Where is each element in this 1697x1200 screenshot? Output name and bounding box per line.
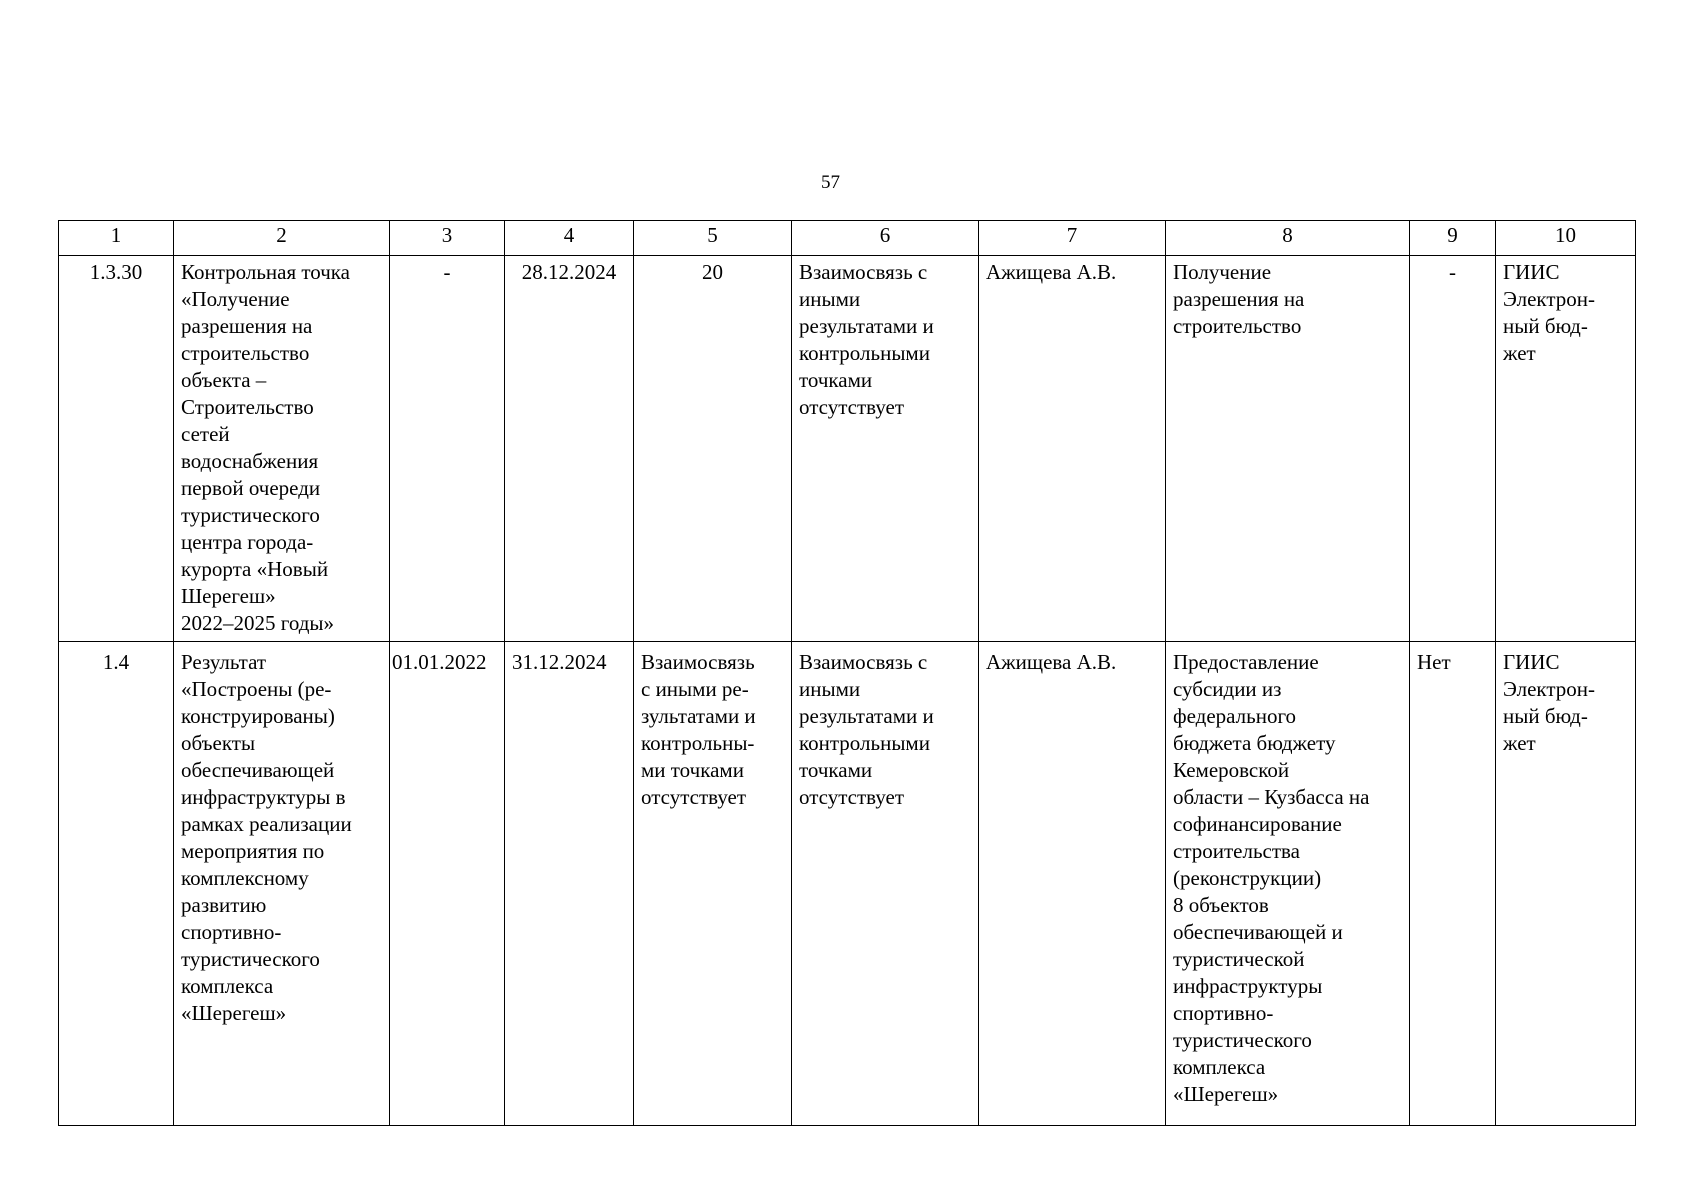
successor-cell	[792, 256, 979, 642]
start-date-cell	[390, 642, 505, 1126]
start-date-cell	[390, 256, 505, 642]
table-header-row	[59, 221, 1636, 256]
predecessor: Взаимосвязь с иными ре- зультатами и контрольны- ми точками отсутствует	[641, 650, 756, 809]
predecessor-cell	[634, 642, 792, 1126]
successor: Взаимосвязь с иными результатами и контрольными точками отсутствует	[799, 650, 934, 809]
result-type: Предоставление субсидии из федерального бюджета бюджету Кемеровской области – Кузбасса на софинансирование строительства (реконструкции) 8 объектов обеспечивающей и туристической инфраструктуры спортивно- туристического комплекса «Шерегеш»	[1173, 650, 1370, 1106]
table-row	[59, 642, 1636, 1126]
row-number-cell	[59, 256, 174, 642]
row-number: 1.4	[102, 650, 130, 674]
predecessor: 20	[702, 260, 723, 284]
flag: -	[1449, 260, 1456, 284]
name-cell	[174, 256, 390, 642]
predecessor-cell	[634, 256, 792, 642]
end-date: 31.12.2024	[512, 650, 607, 674]
name-cell	[174, 642, 390, 1126]
result-type-cell	[1166, 642, 1410, 1126]
responsible: Ажищева А.В.	[986, 650, 1117, 674]
page-number: 57	[821, 172, 840, 193]
item-name: Результат «Построены (ре- конструированы) объекты обеспечивающей инфраструктуры в рамках реализации мероприятия по комплексному развитию спортивно- туристического комплекса «Шерегеш»	[181, 650, 352, 1025]
flag-cell	[1410, 642, 1496, 1126]
responsible-cell	[979, 256, 1166, 642]
result-type-cell	[1166, 256, 1410, 642]
info-system: ГИИС Электрон- ный бюд- жет	[1503, 650, 1595, 755]
flag-cell	[1410, 256, 1496, 642]
header-cell: 1	[59, 221, 174, 256]
header-cell: 3	[390, 221, 505, 256]
header-cell: 6	[792, 221, 979, 256]
successor-cell	[792, 642, 979, 1126]
end-date-cell	[505, 642, 634, 1126]
info-system-cell	[1496, 256, 1636, 642]
header-cell: 8	[1166, 221, 1410, 256]
start-date: 01.01.2022	[392, 650, 487, 674]
row-number: 1.3.30	[89, 260, 143, 284]
end-date: 28.12.2024	[521, 260, 617, 284]
end-date-cell	[505, 256, 634, 642]
result-type: Получение разрешения на строительство	[1173, 260, 1305, 338]
header-cell: 9	[1410, 221, 1496, 256]
start-date: -	[443, 260, 451, 284]
plan-table	[58, 220, 1636, 1126]
successor: Взаимосвязь с иными результатами и контрольными точками отсутствует	[799, 260, 934, 419]
header-cell: 10	[1496, 221, 1636, 256]
table-row	[59, 256, 1636, 642]
responsible: Ажищева А.В.	[986, 260, 1117, 284]
row-number-cell	[59, 642, 174, 1126]
header-cell: 4	[505, 221, 634, 256]
responsible-cell	[979, 642, 1166, 1126]
item-name: Контрольная точка «Получение разрешения на строительство объекта – Строительство сетей водоснабжения первой очереди туристического центра города- курорта «Новый Шерегеш» 2022–2025 годы»	[181, 260, 351, 635]
header-cell: 2	[174, 221, 390, 256]
info-system-cell	[1496, 642, 1636, 1126]
info-system: ГИИС Электрон- ный бюд- жет	[1503, 260, 1595, 365]
flag: Нет	[1417, 650, 1451, 674]
header-cell: 7	[979, 221, 1166, 256]
header-cell: 5	[634, 221, 792, 256]
